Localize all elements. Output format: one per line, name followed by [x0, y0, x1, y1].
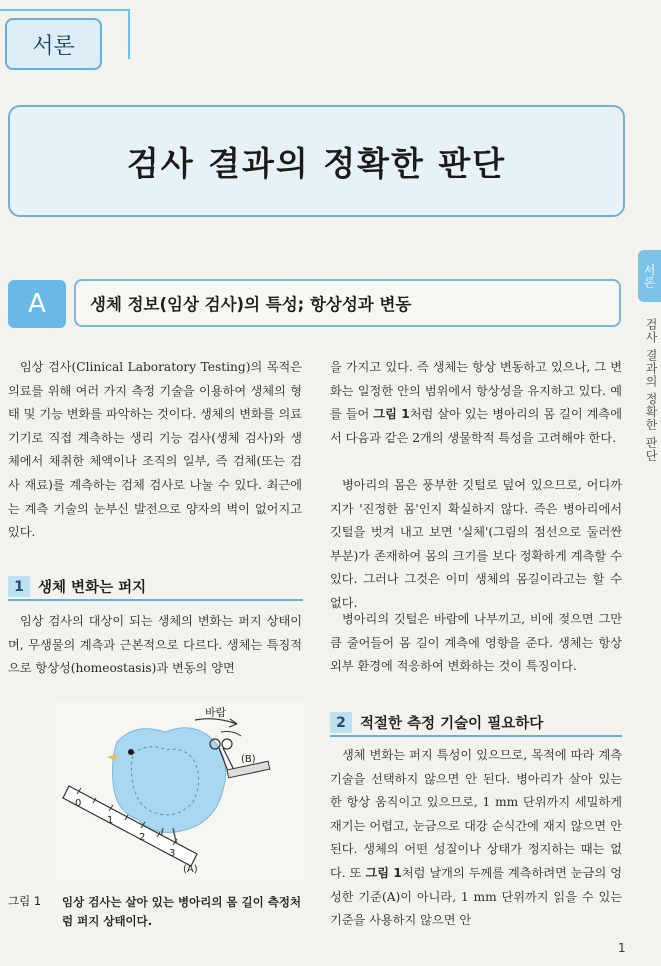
right-paragraph-4-text: 생체 변화는 퍼지 특성이 있으므로, 목적에 따라 계측 기술을 선택하지 않으면 안 된다. 병아리가 살아 있는 한 항상 움직이고 있으므로, 1 mm 단위까지 세밀하게 재기는 어렵고, 눈금으로 대강 순식간에 재지 않으면 안 된다. 생체의 어떤 성질이나 상태가 정지하는 때는 없다. 또 — [330, 748, 622, 880]
wind-label: 바람 — [205, 706, 227, 719]
ruler-tick-1: 1 — [107, 815, 114, 826]
label-a: (A) — [183, 864, 198, 875]
ruler-tick-0: 0 — [75, 798, 82, 809]
figure-reference-2: 그림 1 — [365, 865, 402, 880]
side-chapter-tab: 서론 — [638, 250, 661, 302]
right-paragraph-1 — [330, 356, 622, 450]
left-paragraph-1 — [8, 356, 302, 545]
chapter-tab: 서론 — [5, 18, 102, 70]
page-number: 1 — [618, 941, 626, 955]
page-title-box — [8, 105, 625, 217]
top-decor-line — [0, 9, 128, 11]
figure-reference: 그림 1 — [373, 407, 410, 422]
right-paragraph-1-text: 을 가지고 있다. 즉 생체는 항상 변동하고 있으나, 그 변화는 일정한 안의 범위에서 항상성을 유지하고 있다. 예를 들어 — [330, 360, 622, 422]
section-a-badge: A — [8, 280, 66, 328]
left-paragraph-2-text: 임상 검사의 대상이 되는 생체의 변화는 퍼지 상태이며, 무생물의 계측과 근본적으로 다르다. 생체는 특징적으로 항상성(homeostasis)과 변동의 양면 — [8, 614, 302, 676]
subsection-1-heading — [8, 576, 146, 597]
subsection-2-heading — [330, 712, 543, 733]
side-running-title: 검사 결과의 정확한 판단 — [644, 318, 658, 463]
label-b: (B) — [241, 754, 256, 765]
right-paragraph-2-text: 병아리의 몸은 풍부한 깃털로 덮여 있으므로, 어디까지가 '진정한 몸'인지 확실하지 않다. 즉은 병아리에서 깃털을 벗겨 내고 보면 '실체'(그림의 점선으로 둘러싼 부분)가 존재하여 몸의 크기를 보다 정확하게 계측할 수 있다. 그러나 그것은 이미 생체의 몸길이라고는 할 수 없다. — [330, 478, 622, 610]
right-paragraph-3-text: 병아리의 깃털은 바람에 나부끼고, 비에 젖으면 그만큼 줄어들어 몸 길이 계측에 영향을 준다. 생체는 항상 외부 환경에 적응하여 변화하는 것이 특징이다. — [330, 612, 622, 674]
subsection-1-title: 생체 변화는 퍼지 — [38, 580, 147, 596]
figure-caption-label: 그림 1 — [8, 894, 42, 908]
right-paragraph-2 — [330, 474, 622, 616]
ruler-tick-3: 3 — [169, 848, 176, 859]
subsection-1-number: 1 — [8, 576, 30, 597]
ruler-tick-2: 2 — [139, 832, 146, 843]
left-paragraph-1-text: 임상 검사(Clinical Laboratory Testing)의 목적은 의료를 위해 여러 가지 측정 기술을 이용하여 생체의 형태 및 기능 변화를 파악하는 것이다. 생체의 변화를 의료기기로 직접 계측하는 생리 기능 검사(생체 검사)와 생체에서 채취한 체액이나 조직의 일부, 즉 검체(또는 검사 재료)를 계측하는 검체 검사로 나눌 수 있다. 최근에는 계측 기술의 눈부신 발전으로 양자의 벽이 없어지고 있다. — [8, 360, 302, 540]
page-title: 검사 결과의 정확한 판단 — [126, 143, 507, 183]
chick-measurement-figure — [55, 702, 305, 880]
subsection-2-title: 적절한 측정 기술이 필요하다 — [360, 716, 544, 732]
figure-caption-text: 임상 검사는 살아 있는 병아리의 몸 길이 측정처럼 퍼지 상태이다. — [62, 895, 302, 928]
right-paragraph-4 — [330, 744, 622, 933]
top-decor-line-vertical — [128, 9, 130, 59]
right-paragraph-4-rest: 처럼 날개의 두께를 계측하려면 눈금의 엉성한 기준(A)이 아니라, 1 mm 단위까지 읽을 수 있는 기준을 사용하지 않으면 안 — [330, 865, 623, 928]
subsection-1-rule — [8, 599, 303, 601]
section-a-title: 생체 정보(임상 검사)의 특성; 항상성과 변동 — [74, 279, 621, 327]
subsection-2-number: 2 — [330, 712, 352, 733]
left-paragraph-2 — [8, 610, 302, 681]
right-paragraph-1-rest: 처럼 살아 있는 병아리의 몸 길이 계측에서 다음과 같은 2개의 생물학적 특성을 고려해야 한다. — [330, 407, 622, 445]
subsection-2-rule — [330, 735, 622, 737]
right-paragraph-3 — [330, 608, 622, 679]
